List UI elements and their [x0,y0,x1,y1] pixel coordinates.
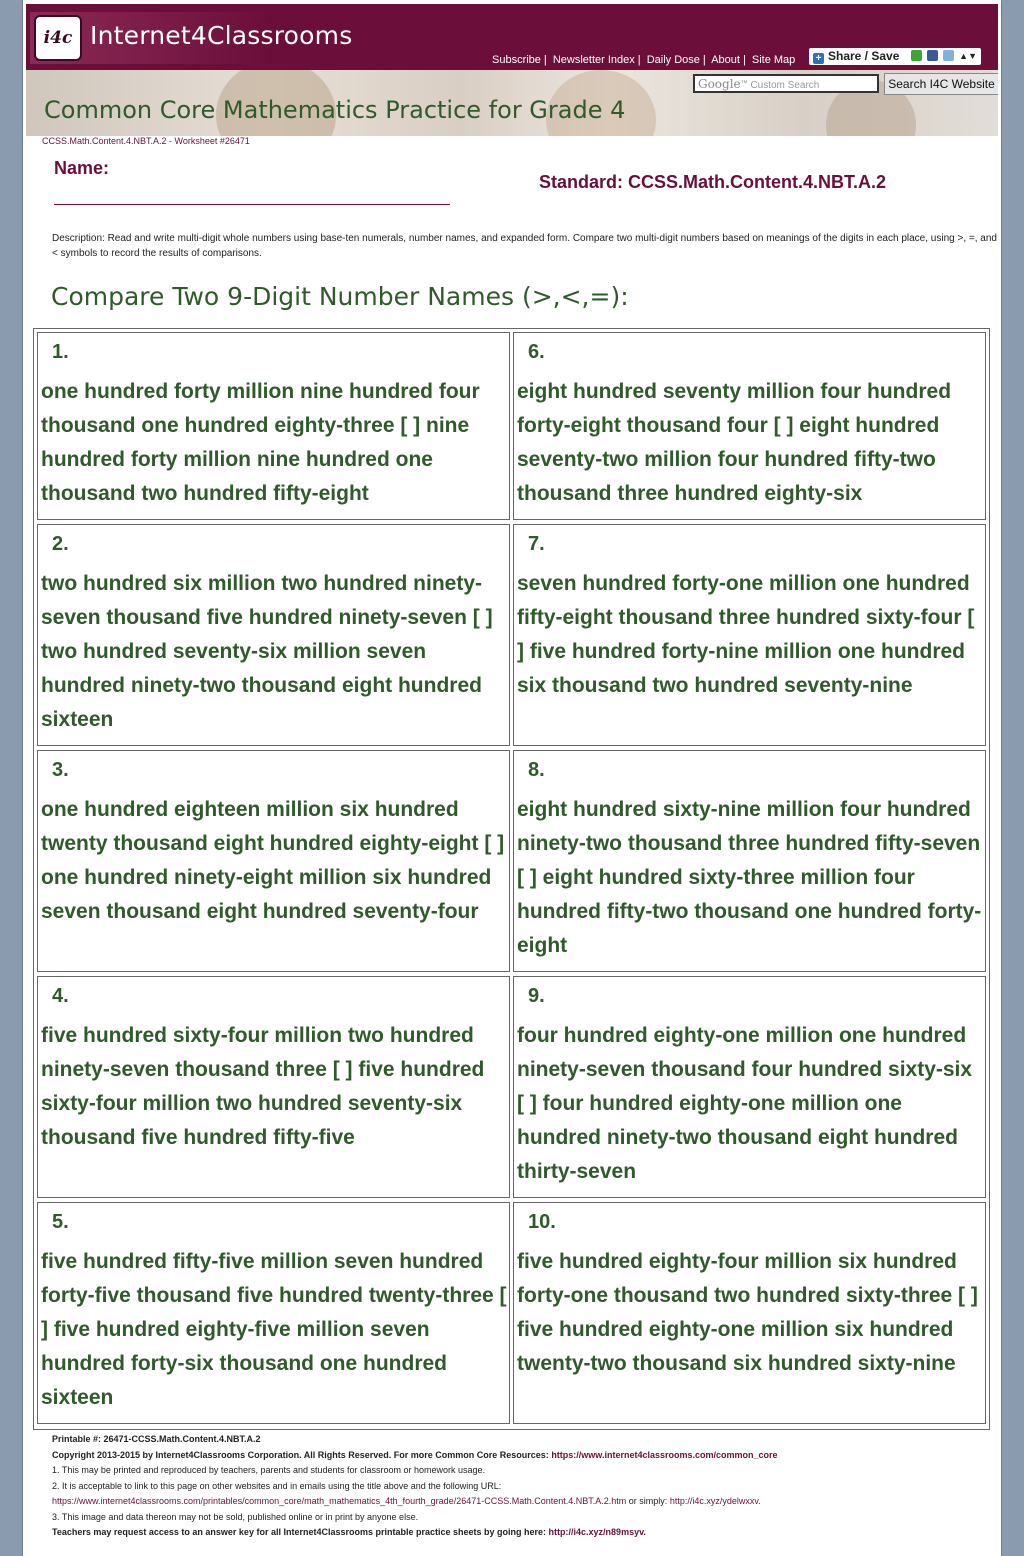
page-title: Common Core Mathematics Practice for Grade 4 [44,96,626,124]
usage-note-2-urls [52,1494,997,1510]
nav-newsletter-index[interactable]: Newsletter Index [552,54,635,66]
share-save-button[interactable] [809,48,981,65]
problem-number: 5. [52,1211,69,1233]
problem-cell [513,750,986,972]
usage-note-2: 2. It is acceptable to link to this page on other websites and in emails using the title above and the following URL: [52,1480,502,1491]
facebook-icon [927,50,938,61]
top-nav: Subscribe | Newsletter Index | Daily Dose | About | Site Map [492,54,796,66]
problem-cell [513,1202,986,1424]
twitter-icon [943,50,954,61]
problem-text: five hundred eighty-four million six hundred forty-one thousand two hundred sixty-three [ ] five hundred eighty-one million six hundred twenty-two thousand six hundred sixty-nine [517,1250,978,1375]
short-url-link[interactable]: http://i4c.xyz/ydelwxxv. [669,1496,761,1506]
problem-cell [513,524,986,746]
search-input[interactable]: Google™ Custom Search [693,74,879,93]
problem-number: 1. [52,341,69,363]
nav-about[interactable]: About [711,54,740,66]
copyright [52,1448,997,1464]
problem-cell [37,976,510,1198]
name-line [54,204,450,205]
site-header [26,4,998,70]
copyright-text: Copyright 2013-2015 by Internet4Classrooms Corporation. All Rights Reserved. For more Common Core Resources: [52,1449,549,1460]
breadcrumb: CCSS.Math.Content.4.NBT.A.2 - Worksheet #26471 [42,136,250,146]
description: Description: Read and write multi-digit whole numbers using base-ten numerals, number names, and expanded form. Compare two multi-digit numbers based on meanings of the digits in each place, using >, =, and < symbols to record the results of comparisons. [52,233,997,259]
footer [52,1432,997,1541]
problem-grid [33,328,990,1430]
or-simply-text: or simply: [628,1496,668,1506]
answer-key-text: Teachers may request access to an answer key for all Internet4Classrooms printable practice sheets by going here: [52,1527,547,1537]
problem-text: eight hundred seventy million four hundred forty-eight thousand four [ ] eight hundred seventy-two million four hundred fifty-two thousand three hundred eighty-six [517,380,952,505]
problem-text: five hundred fifty-five million seven hundred forty-five thousand five hundred twenty-three [ ] five hundred eighty-five million seven hundred forty-six thousand one hundred sixteen [41,1250,507,1409]
nav-daily-dose[interactable]: Daily Dose [646,54,700,66]
answer-key-link[interactable]: http://i4c.xyz/n89msyv. [548,1527,646,1537]
problem-number: 4. [52,985,69,1007]
search-button[interactable]: Search I4C Website [884,73,998,95]
common-core-link[interactable]: https://www.internet4classrooms.com/common_core [551,1449,778,1460]
problem-text: eight hundred sixty-nine million four hundred ninety-two thousand three hundred fifty-seven [ ] eight hundred sixty-three million four hundred fifty-two thousand one hundred forty-eight [517,798,982,957]
problem-text: five hundred sixty-four million two hundred ninety-seven thousand three [ ] five hundred sixty-four million two hundred seventy-six thousand five hundred fifty-five [41,1024,485,1149]
nav-site-map[interactable]: Site Map [751,54,796,66]
problem-cell [37,524,510,746]
problem-text: four hundred eighty-one million one hundred ninety-seven thousand four hundred sixty-six [ ] four hundred eighty-one million one hundred ninety-two thousand eight hundred thirty-seven [517,1024,973,1183]
page [22,0,1002,1556]
header-banner [26,70,998,136]
problem-cell [513,976,986,1198]
name-label: Name: [54,158,110,178]
problem-number: 8. [528,759,545,781]
usage-note-1: 1. This may be printed and reproduced by teachers, parents and students for classroom or homework usage. [52,1465,486,1475]
problem-number: 6. [528,341,545,363]
standard-label: Standard: CCSS.Math.Content.4.NBT.A.2 [539,172,887,192]
usage-note-3: 3. This image and data thereon may not be sold, published online or in print by anyone else. [52,1511,419,1522]
search-placeholder: Custom Search [750,80,820,91]
section-title: Compare Two 9-Digit Number Names (>,<,=): [51,282,629,311]
problem-cell [513,332,986,520]
problem-number: 7. [528,533,545,555]
site-logo[interactable] [30,12,353,64]
problem-number: 10. [528,1211,556,1233]
answer-key-note [52,1525,997,1541]
problem-text: one hundred forty million nine hundred four thousand one hundred eighty-three [ ] nine hundred forty million nine hundred one thousand two hundred fifty-eight [41,380,480,505]
google-wordmark: Google [698,77,741,91]
problem-text: seven hundred forty-one million one hundred fifty-eight thousand three hundred sixty-four [ ] five hundred forty-nine million one hundred six thousand two hundred seventy-nine [517,572,975,697]
problem-text: two hundred six million two hundred ninety-seven thousand five hundred ninety-seven [ ] two hundred seventy-six million seven hundred ninety-two thousand eight hundred sixteen [41,572,493,731]
logo-text: Internet4Classrooms [90,21,353,50]
email-icon [911,50,922,61]
problem-cell [37,1202,510,1424]
nav-subscribe[interactable]: Subscribe [492,54,541,66]
share-label: Share / Save [828,49,900,63]
logo-badge: i4c [34,15,82,61]
problem-cell [37,750,510,972]
problem-cell [37,332,510,520]
plus-icon: + [813,53,824,64]
printable-number: Printable #: 26471-CCSS.Math.Content.4.NBT.A.2 [52,1434,261,1444]
problem-number: 3. [52,759,69,781]
problem-number: 9. [528,985,545,1007]
share-dropdown-icon: ▲▼ [959,51,977,61]
worksheet-url-link[interactable]: https://www.internet4classrooms.com/printables/common_core/math_mathematics_4th_fourth_grade/26471-CCSS.Math.Content.4.NBT.A.2.htm [52,1496,627,1506]
problem-number: 2. [52,533,69,555]
problem-text: one hundred eighteen million six hundred twenty thousand eight hundred eighty-eight [ ] one hundred ninety-eight million six hundred seven thousand eight hundred seventy-four [41,798,505,923]
